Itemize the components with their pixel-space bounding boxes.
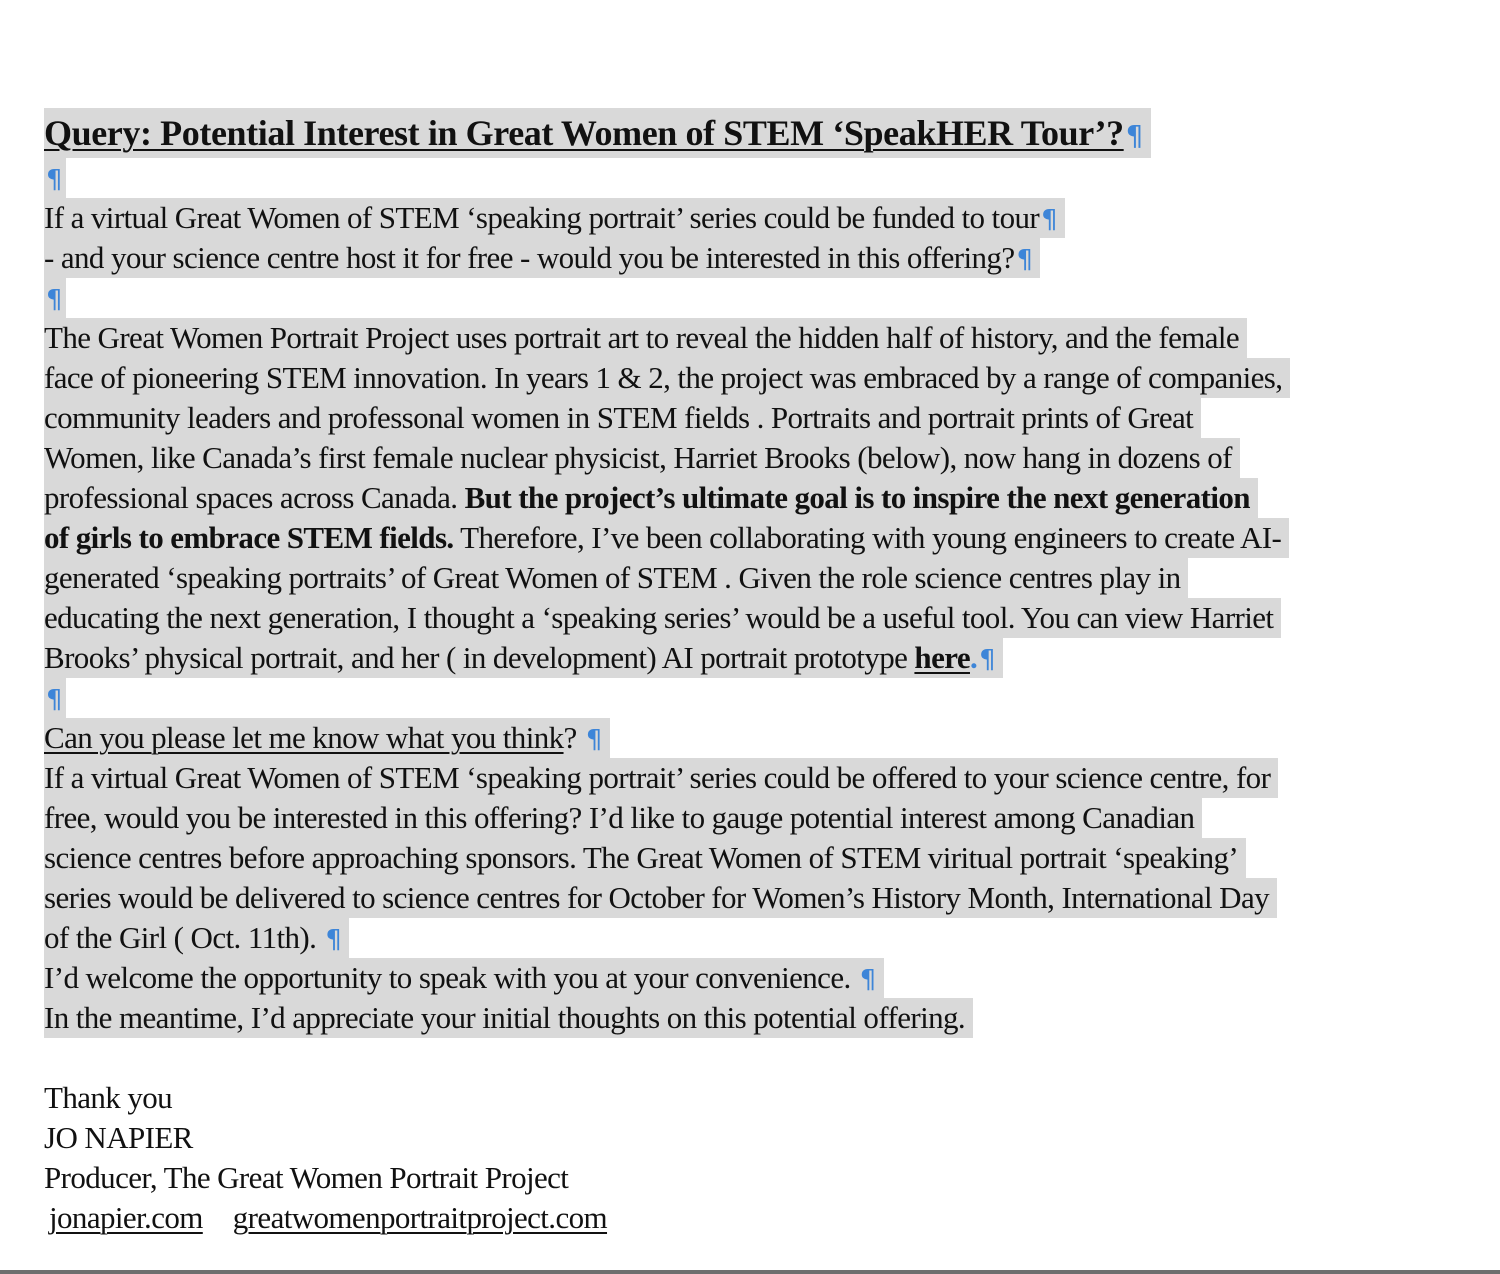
empty-paragraph bbox=[44, 158, 1444, 198]
ask-line-6: I’d welcome the opportunity to speak with you at your convenience. ¶ bbox=[44, 958, 1444, 998]
pilcrow-mark: ¶ bbox=[46, 285, 62, 315]
pilcrow-mark: ¶ bbox=[1016, 245, 1033, 275]
here-link[interactable]: here bbox=[914, 640, 970, 675]
empty-paragraph bbox=[44, 678, 1444, 718]
pilcrow-mark: ¶ bbox=[859, 965, 876, 995]
blank-line bbox=[44, 1038, 1444, 1078]
body-line-4: Women, like Canada’s first female nuclear physicist, Harriet Brooks (below), now hang in dozens of bbox=[44, 438, 1444, 478]
pilcrow-mark: ¶ bbox=[1041, 205, 1058, 235]
bold-emphasis: of girls to embrace STEM fields. bbox=[44, 520, 454, 555]
body-line-5: professional spaces across Canada. But the project’s ultimate goal is to inspire the next generation bbox=[44, 478, 1444, 518]
ask-line-7: In the meantime, I’d appreciate your initial thoughts on this potential offering. bbox=[44, 998, 1444, 1038]
jonapier-link[interactable]: jonapier.com bbox=[49, 1200, 203, 1235]
question-text: Can you please let me know what you think bbox=[44, 720, 564, 755]
empty-paragraph bbox=[44, 278, 1444, 318]
body-line-1: The Great Women Portrait Project uses portrait art to reveal the hidden half of history, and the female bbox=[44, 318, 1444, 358]
signature-links bbox=[44, 1198, 1444, 1238]
ask-line-4: series would be delivered to science centres for October for Women’s History Month, International Day bbox=[44, 878, 1444, 918]
greatwomen-link[interactable]: greatwomenportraitproject.com bbox=[232, 1200, 608, 1235]
pilcrow-mark: ¶ bbox=[46, 165, 62, 195]
pilcrow-mark: ¶ bbox=[585, 725, 602, 755]
body-line-2: face of pioneering STEM innovation. In years 1 & 2, the project was embraced by a range of companies, bbox=[44, 358, 1444, 398]
body-line-9: Brooks’ physical portrait, and her ( in development) AI portrait prototype here.¶ bbox=[44, 638, 1444, 678]
question-line: Can you please let me know what you think? ¶ bbox=[44, 718, 1444, 758]
signature-role: Producer, The Great Women Portrait Project bbox=[44, 1160, 569, 1195]
pilcrow-mark: ¶ bbox=[325, 925, 342, 955]
body-line-8: educating the next generation, I thought a ‘speaking series’ would be a useful tool. You can view Harriet bbox=[44, 598, 1444, 638]
signature-name: JO NAPIER bbox=[44, 1120, 193, 1155]
title-text: Query: Potential Interest in Great Women of STEM ‘SpeakHER Tour’? bbox=[44, 113, 1124, 153]
window-bottom-edge bbox=[0, 1270, 1500, 1274]
pilcrow-mark: ¶ bbox=[1125, 119, 1144, 152]
signature-thanks: Thank you bbox=[44, 1080, 173, 1115]
intro-line-2: - and your science centre host it for free - would you be interested in this offering?¶ bbox=[44, 238, 1444, 278]
body-line-7: generated ‘speaking portraits’ of Great Women of STEM . Given the role science centres play in bbox=[44, 558, 1444, 598]
ask-line-5: of the Girl ( Oct. 11th). ¶ bbox=[44, 918, 1444, 958]
intro-line-1: If a virtual Great Women of STEM ‘speaking portrait’ series could be funded to tour¶ bbox=[44, 198, 1444, 238]
body-line-6: of girls to embrace STEM fields. Therefore, I’ve been collaborating with young engineers to create AI- bbox=[44, 518, 1444, 558]
bold-emphasis: But the project’s ultimate goal is to inspire the next generation bbox=[464, 480, 1250, 515]
document-title bbox=[44, 108, 1444, 158]
ask-line-1: If a virtual Great Women of STEM ‘speaking portrait’ series could be offered to your science centre, for bbox=[44, 758, 1444, 798]
document-page bbox=[44, 108, 1444, 1238]
ask-line-3: science centres before approaching sponsors. The Great Women of STEM viritual portrait ‘speaking’ bbox=[44, 838, 1444, 878]
pilcrow-mark: ¶ bbox=[979, 645, 996, 675]
ask-line-2: free, would you be interested in this offering? I’d like to gauge potential interest among Canadian bbox=[44, 798, 1444, 838]
pilcrow-mark: ¶ bbox=[46, 685, 62, 715]
body-line-3: community leaders and professonal women in STEM fields . Portraits and portrait prints of Great bbox=[44, 398, 1444, 438]
